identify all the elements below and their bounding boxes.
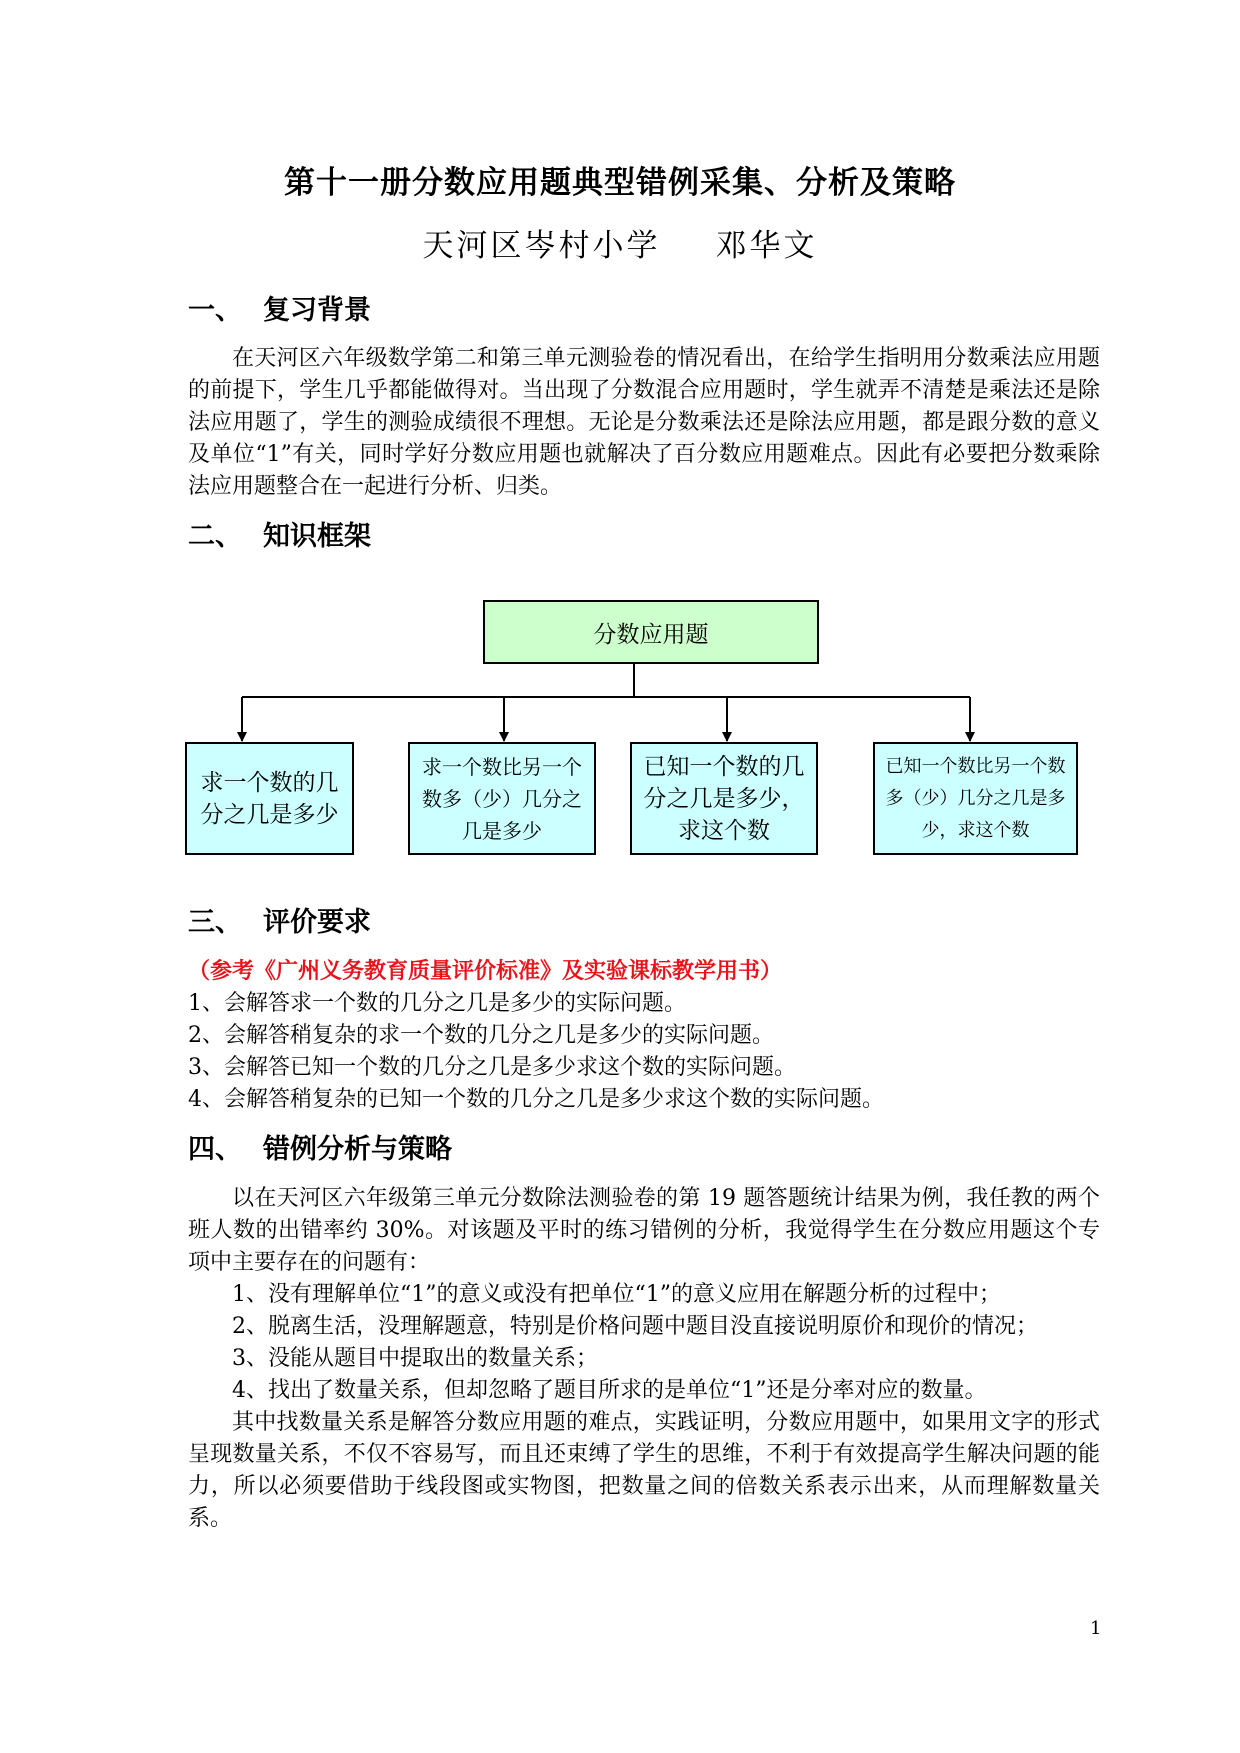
analysis-point: 1、没有理解单位“1”的意义或没有把单位“1”的意义应用在解题分析的过程中； — [232, 1282, 1001, 1307]
evaluation-list — [188, 988, 884, 1116]
section-title: 复习背景 — [263, 295, 371, 326]
section-title: 错例分析与策略 — [263, 1134, 452, 1165]
section-number: 四、 — [188, 1134, 242, 1165]
section-title: 知识框架 — [263, 521, 371, 552]
section-number: 二、 — [188, 521, 242, 552]
evaluation-reference: （参考《广州义务教育质量评价标准》及实验课标教学用书） — [188, 958, 783, 984]
analysis-body — [188, 1183, 1100, 1535]
evaluation-item: 2、会解答稍复杂的求一个数的几分之几是多少的实际问题。 — [188, 1023, 774, 1048]
section-heading-3 — [188, 905, 371, 941]
author-school: 天河区岑村小学 — [422, 228, 661, 264]
framework-root-box: 分数应用题 — [483, 600, 819, 664]
framework-child-box-3: 已知一个数的几分之几是多少，求这个数 — [630, 742, 818, 855]
analysis-point: 3、没能从题目中提取出的数量关系； — [232, 1346, 598, 1371]
analysis-point: 2、脱离生活，没理解题意，特别是价格问题中题目没直接说明原价和现价的情况； — [232, 1314, 1038, 1339]
section-title: 评价要求 — [263, 907, 371, 938]
framework-child-box-4: 已知一个数比另一个数多（少）几分之几是多少，求这个数 — [873, 742, 1078, 855]
evaluation-item: 1、会解答求一个数的几分之几是多少的实际问题。 — [188, 991, 686, 1016]
analysis-intro: 以在天河区六年级第三单元分数除法测验卷的第 19 题答题统计结果为例，我任教的两个班人数的出错率约 30%。对该题及平时的练习错例的分析，我觉得学生在分数应用题这个专项中主要存在的问题有： — [188, 1186, 1100, 1275]
page-title: 第十一册分数应用题典型错例采集、分析及策略 — [284, 165, 956, 201]
section-number: 三、 — [188, 907, 242, 938]
section-number: 一、 — [188, 295, 242, 326]
author-name: 邓华文 — [715, 228, 818, 264]
section-heading-4 — [188, 1132, 452, 1168]
framework-child-box-1: 求一个数的几分之几是多少 — [185, 742, 354, 855]
analysis-point: 4、找出了数量关系，但却忽略了题目所求的是单位“1”还是分率对应的数量。 — [232, 1378, 987, 1403]
page-number: 1 — [1090, 1618, 1102, 1639]
analysis-conclusion: 其中找数量关系是解答分数应用题的难点，实践证明，分数应用题中，如果用文字的形式呈现数量关系，不仅不容易写，而且还束缚了学生的思维，不利于有效提高学生解决问题的能力，所以必须要借助于线段图或实物图，把数量之间的倍数关系表示出来，从而理解数量关系。 — [188, 1410, 1100, 1531]
framework-child-box-2: 求一个数比另一个数多（少）几分之几是多少 — [408, 742, 596, 855]
background-text: 在天河区六年级数学第二和第三单元测验卷的情况看出，在给学生指明用分数乘法应用题的前提下，学生几乎都能做得对。当出现了分数混合应用题时，学生就弄不清楚是乘法还是除法应用题了，学生的测验成绩很不理想。无论是分数乘法还是除法应用题，都是跟分数的意义及单位“1”有关，同时学好分数应用题也就解决了百分数应用题难点。因此有必要把分数乘除法应用题整合在一起进行分析、归类。 — [188, 346, 1100, 499]
evaluation-item: 3、会解答已知一个数的几分之几是多少求这个数的实际问题。 — [188, 1055, 796, 1080]
evaluation-item: 4、会解答稍复杂的已知一个数的几分之几是多少求这个数的实际问题。 — [188, 1087, 884, 1112]
